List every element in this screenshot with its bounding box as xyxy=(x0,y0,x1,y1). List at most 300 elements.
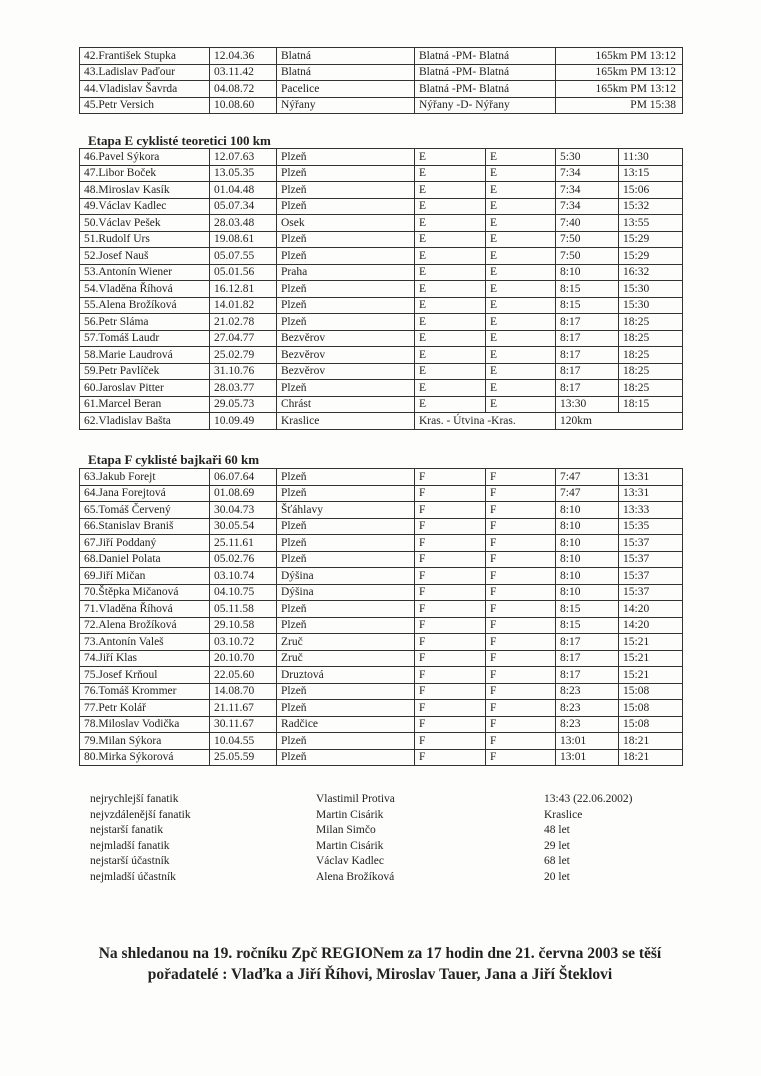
table-row xyxy=(80,314,683,331)
table-cell: 03.11.42 xyxy=(210,64,277,81)
table-cell: 04.10.75 xyxy=(210,584,277,601)
table-cell: E xyxy=(486,231,556,248)
stat-name: Vlastimil Protiva xyxy=(316,793,395,805)
table-cell: 8:23 xyxy=(556,683,619,700)
table-cell: Blatná xyxy=(277,64,415,81)
table-row xyxy=(80,97,683,114)
table-cell: 8:17 xyxy=(556,314,619,331)
table-cell: Plzeň xyxy=(277,733,415,750)
table-cell: F xyxy=(486,650,556,667)
table-cell: 52.Josef Nauš xyxy=(80,248,210,265)
table-cell: Plzeň xyxy=(277,149,415,166)
table-cell: 45.Petr Versich xyxy=(80,97,210,114)
table-cell: 7:40 xyxy=(556,215,619,232)
top-results-table xyxy=(79,47,683,114)
table-cell: 165km PM 13:12 xyxy=(556,64,683,81)
table-cell: Bezvěrov xyxy=(277,347,415,364)
table-cell: E xyxy=(415,165,486,182)
table-cell: 15:29 xyxy=(619,248,683,265)
table-cell: 10.09.49 xyxy=(210,413,277,430)
table-cell: 13:33 xyxy=(619,502,683,519)
stats-values xyxy=(544,792,632,886)
table-cell: 8:17 xyxy=(556,363,619,380)
table-cell: PM 15:38 xyxy=(556,97,683,114)
table-cell: E xyxy=(486,149,556,166)
table-cell: Osek xyxy=(277,215,415,232)
table-cell: Dýšina xyxy=(277,584,415,601)
table-cell: F xyxy=(415,634,486,651)
table-cell: Šťáhlavy xyxy=(277,502,415,519)
table-row xyxy=(80,413,683,430)
table-row xyxy=(80,584,683,601)
table-cell: F xyxy=(415,650,486,667)
table-cell: F xyxy=(486,601,556,618)
table-cell: 7:47 xyxy=(556,469,619,486)
table-cell: 8:10 xyxy=(556,568,619,585)
table-cell: E xyxy=(486,215,556,232)
table-cell: 8:10 xyxy=(556,535,619,552)
footer-line-2: pořadatelé : Vlaďka a Jiří Říhovi, Miroslav Tauer, Jana a Jiří Šteklovi xyxy=(147,966,613,983)
stat-value: 48 let xyxy=(544,824,570,837)
table-cell: Nýřany -D- Nýřany xyxy=(415,97,556,114)
table-cell: Plzeň xyxy=(277,231,415,248)
table-cell: E xyxy=(486,314,556,331)
table-row xyxy=(80,48,683,65)
table-cell: 29.10.58 xyxy=(210,617,277,634)
table-cell: Plzeň xyxy=(277,198,415,215)
table-cell: 63.Jakub Forejt xyxy=(80,469,210,486)
table-cell: 13:01 xyxy=(556,733,619,750)
table-cell: 7:47 xyxy=(556,485,619,502)
table-row xyxy=(80,617,683,634)
table-cell: 14.08.70 xyxy=(210,683,277,700)
table-cell: 8:17 xyxy=(556,650,619,667)
table-cell: 25.11.61 xyxy=(210,535,277,552)
table-cell: F xyxy=(486,749,556,766)
table-cell: Nýřany xyxy=(277,97,415,114)
table-cell: 10.04.55 xyxy=(210,733,277,750)
footer-message xyxy=(60,943,700,985)
table-cell: 18:25 xyxy=(619,330,683,347)
table-cell: Kraslice xyxy=(277,413,415,430)
table-cell: 18:25 xyxy=(619,363,683,380)
table-cell: Chrást xyxy=(277,396,415,413)
table-cell: 06.07.64 xyxy=(210,469,277,486)
table-cell: 72.Alena Brožíková xyxy=(80,617,210,634)
table-row xyxy=(80,700,683,717)
table-cell: 43.Ladislav Paďour xyxy=(80,64,210,81)
table-cell: 8:15 xyxy=(556,617,619,634)
table-cell: 75.Josef Krňoul xyxy=(80,667,210,684)
etapa-e-table xyxy=(79,148,683,430)
table-cell: F xyxy=(415,700,486,717)
table-cell: 18:21 xyxy=(619,749,683,766)
table-cell: Zruč xyxy=(277,650,415,667)
table-row xyxy=(80,198,683,215)
table-row xyxy=(80,281,683,298)
table-cell: 15:37 xyxy=(619,568,683,585)
table-cell: 8:15 xyxy=(556,297,619,314)
table-cell: 01.08.69 xyxy=(210,485,277,502)
table-cell: 13.05.35 xyxy=(210,165,277,182)
stat-label: nejrychlejší fanatik xyxy=(90,793,179,805)
table-cell: 13:15 xyxy=(619,165,683,182)
table-cell: E xyxy=(486,281,556,298)
table-cell: 18:15 xyxy=(619,396,683,413)
table-cell: F xyxy=(415,485,486,502)
table-cell: E xyxy=(415,314,486,331)
table-cell: F xyxy=(486,518,556,535)
table-cell: 50.Václav Pešek xyxy=(80,215,210,232)
table-row xyxy=(80,149,683,166)
stats-names xyxy=(316,792,395,886)
table-cell: 7:34 xyxy=(556,182,619,199)
stat-label: nejstarší fanatik xyxy=(90,824,164,837)
table-cell: 20.10.70 xyxy=(210,650,277,667)
table-row xyxy=(80,330,683,347)
table-cell: 14.01.82 xyxy=(210,297,277,314)
table-cell: 51.Rudolf Urs xyxy=(80,231,210,248)
table-cell: F xyxy=(415,601,486,618)
table-cell: F xyxy=(415,749,486,766)
table-cell: Pacelice xyxy=(277,81,415,98)
table-cell: Plzeň xyxy=(277,182,415,199)
table-cell: 120km xyxy=(556,413,683,430)
table-cell: Plzeň xyxy=(277,749,415,766)
table-cell: Plzeň xyxy=(277,165,415,182)
table-cell: E xyxy=(415,330,486,347)
table-cell: Radčice xyxy=(277,716,415,733)
stat-name: Alena Brožíková xyxy=(316,870,395,883)
table-cell: F xyxy=(486,667,556,684)
table-cell: 46.Pavel Sýkora xyxy=(80,149,210,166)
table-cell: 05.07.55 xyxy=(210,248,277,265)
table-cell: E xyxy=(415,248,486,265)
table-cell: 53.Antonín Wiener xyxy=(80,264,210,281)
table-row xyxy=(80,667,683,684)
stat-value: Kraslice xyxy=(544,808,583,821)
table-cell: 03.10.74 xyxy=(210,568,277,585)
table-cell: Plzeň xyxy=(277,617,415,634)
etapa-e-title: Etapa E cyklisté teoretici 100 km xyxy=(88,133,271,148)
table-cell: 15:08 xyxy=(619,683,683,700)
table-cell: 15:30 xyxy=(619,281,683,298)
table-cell: E xyxy=(486,248,556,265)
table-cell: 62.Vladislav Bašta xyxy=(80,413,210,430)
table-cell: Plzeň xyxy=(277,551,415,568)
table-cell: 8:17 xyxy=(556,634,619,651)
table-cell: 8:17 xyxy=(556,330,619,347)
table-cell: Kras. - Útvina -Kras. xyxy=(415,413,556,430)
table-cell: 31.10.76 xyxy=(210,363,277,380)
table-row xyxy=(80,683,683,700)
table-cell: F xyxy=(486,584,556,601)
table-cell: Praha xyxy=(277,264,415,281)
table-cell: 42.František Stupka xyxy=(80,48,210,65)
table-cell: 8:15 xyxy=(556,281,619,298)
etapa-f-body xyxy=(80,469,683,766)
table-cell: 54.Vladěna Říhová xyxy=(80,281,210,298)
table-cell: 8:10 xyxy=(556,502,619,519)
table-cell: 05.07.34 xyxy=(210,198,277,215)
table-cell: 7:50 xyxy=(556,231,619,248)
table-cell: 14:20 xyxy=(619,617,683,634)
table-cell: F xyxy=(486,485,556,502)
table-cell: 165km PM 13:12 xyxy=(556,48,683,65)
table-cell: 5:30 xyxy=(556,149,619,166)
table-cell: Zruč xyxy=(277,634,415,651)
table-cell: E xyxy=(486,297,556,314)
table-row xyxy=(80,264,683,281)
table-cell: F xyxy=(415,568,486,585)
table-cell: E xyxy=(486,198,556,215)
stat-label: nejmladší účastník xyxy=(90,870,176,883)
table-cell: 15:06 xyxy=(619,182,683,199)
table-cell: F xyxy=(486,634,556,651)
table-cell: E xyxy=(415,380,486,397)
table-cell: F xyxy=(486,502,556,519)
stat-label: nejvzdálenější fanatik xyxy=(90,808,191,821)
table-cell: F xyxy=(486,551,556,568)
table-cell: E xyxy=(415,149,486,166)
stat-name: Martin Cisárik xyxy=(316,839,384,852)
table-cell: F xyxy=(415,535,486,552)
table-cell: E xyxy=(486,396,556,413)
stat-label: nejstarší účastník xyxy=(90,855,170,868)
table-cell: 58.Marie Laudrová xyxy=(80,347,210,364)
table-cell: Blatná xyxy=(277,48,415,65)
table-cell: E xyxy=(415,347,486,364)
stat-value: 20 let xyxy=(544,870,570,883)
table-cell: 55.Alena Brožíková xyxy=(80,297,210,314)
table-cell: Dýšina xyxy=(277,568,415,585)
table-cell: 61.Marcel Beran xyxy=(80,396,210,413)
table-cell: 44.Vladislav Šavrda xyxy=(80,81,210,98)
table-cell: F xyxy=(415,667,486,684)
table-cell: 70.Štěpka Mičanová xyxy=(80,584,210,601)
table-cell: E xyxy=(486,264,556,281)
table-cell: E xyxy=(486,380,556,397)
stat-value: 68 let xyxy=(544,855,570,868)
table-row xyxy=(80,485,683,502)
table-cell: F xyxy=(415,551,486,568)
footer-line-1: Na shledanou na 19. ročníku Zpč REGIONem za 17 hodin dne 21. června 2003 se těší xyxy=(98,945,662,962)
table-cell: Plzeň xyxy=(277,469,415,486)
table-cell: 05.02.76 xyxy=(210,551,277,568)
table-cell: F xyxy=(415,683,486,700)
table-cell: E xyxy=(415,182,486,199)
table-cell: Plzeň xyxy=(277,380,415,397)
top-results-body xyxy=(80,48,683,114)
table-cell: 05.11.58 xyxy=(210,601,277,618)
table-cell: 18:25 xyxy=(619,380,683,397)
table-cell: 8:23 xyxy=(556,700,619,717)
table-cell: E xyxy=(486,330,556,347)
table-row xyxy=(80,347,683,364)
table-row xyxy=(80,363,683,380)
table-cell: 8:10 xyxy=(556,551,619,568)
table-cell: 165km PM 13:12 xyxy=(556,81,683,98)
table-cell: 56.Petr Sláma xyxy=(80,314,210,331)
table-cell: F xyxy=(486,535,556,552)
table-cell: 69.Jiří Mičan xyxy=(80,568,210,585)
table-row xyxy=(80,733,683,750)
table-cell: 13:31 xyxy=(619,469,683,486)
table-cell: F xyxy=(486,683,556,700)
table-cell: E xyxy=(415,264,486,281)
table-cell: 8:17 xyxy=(556,347,619,364)
table-row xyxy=(80,650,683,667)
table-cell: 77.Petr Kolář xyxy=(80,700,210,717)
table-cell: 22.05.60 xyxy=(210,667,277,684)
table-row xyxy=(80,380,683,397)
table-cell: 18:25 xyxy=(619,314,683,331)
table-cell: 7:50 xyxy=(556,248,619,265)
table-row xyxy=(80,716,683,733)
table-cell: 10.08.60 xyxy=(210,97,277,114)
table-cell: 13:30 xyxy=(556,396,619,413)
table-cell: 7:34 xyxy=(556,198,619,215)
stat-value: 13:43 (22.06.2002) xyxy=(544,793,633,805)
table-cell: E xyxy=(415,198,486,215)
table-cell: 15:37 xyxy=(619,535,683,552)
table-cell: 57.Tomáš Laudr xyxy=(80,330,210,347)
table-cell: 8:23 xyxy=(556,716,619,733)
table-cell: Plzeň xyxy=(277,683,415,700)
table-cell: 19.08.61 xyxy=(210,231,277,248)
table-cell: E xyxy=(415,396,486,413)
table-cell: 11:30 xyxy=(619,149,683,166)
table-cell: F xyxy=(486,568,556,585)
table-cell: 15:32 xyxy=(619,198,683,215)
etapa-f-table xyxy=(79,468,683,766)
table-cell: 8:17 xyxy=(556,667,619,684)
table-cell: 8:10 xyxy=(556,584,619,601)
table-cell: F xyxy=(486,733,556,750)
stat-name: Martin Cisárik xyxy=(316,808,384,821)
table-cell: 80.Mirka Sýkorová xyxy=(80,749,210,766)
table-cell: 18:21 xyxy=(619,733,683,750)
table-cell: 25.02.79 xyxy=(210,347,277,364)
table-cell: Bezvěrov xyxy=(277,363,415,380)
table-row xyxy=(80,502,683,519)
table-cell: 60.Jaroslav Pitter xyxy=(80,380,210,397)
table-cell: Plzeň xyxy=(277,518,415,535)
table-cell: Plzeň xyxy=(277,281,415,298)
table-cell: 15:35 xyxy=(619,518,683,535)
table-cell: Blatná -PM- Blatná xyxy=(415,81,556,98)
table-cell: F xyxy=(415,469,486,486)
table-cell: 15:30 xyxy=(619,297,683,314)
table-row xyxy=(80,396,683,413)
table-cell: Druztová xyxy=(277,667,415,684)
table-cell: 47.Libor Boček xyxy=(80,165,210,182)
table-cell: F xyxy=(486,617,556,634)
table-cell: 48.Miroslav Kasík xyxy=(80,182,210,199)
table-cell: 30.11.67 xyxy=(210,716,277,733)
table-cell: 71.Vladěna Říhová xyxy=(80,601,210,618)
stat-label: nejmladší fanatik xyxy=(90,839,170,852)
table-row xyxy=(80,215,683,232)
table-cell: 15:08 xyxy=(619,716,683,733)
table-cell: 8:17 xyxy=(556,380,619,397)
table-cell: F xyxy=(415,617,486,634)
table-row xyxy=(80,248,683,265)
table-cell: Plzeň xyxy=(277,700,415,717)
table-cell: 25.05.59 xyxy=(210,749,277,766)
table-cell: 14:20 xyxy=(619,601,683,618)
table-cell: Plzeň xyxy=(277,535,415,552)
table-cell: E xyxy=(415,231,486,248)
table-cell: 05.01.56 xyxy=(210,264,277,281)
table-cell: E xyxy=(415,363,486,380)
table-cell: 65.Tomáš Červený xyxy=(80,502,210,519)
table-cell: 15:37 xyxy=(619,584,683,601)
table-cell: 28.03.48 xyxy=(210,215,277,232)
table-cell: 15:21 xyxy=(619,650,683,667)
etapa-f-title: Etapa F cyklisté bajkaři 60 km xyxy=(88,452,260,467)
table-row xyxy=(80,634,683,651)
table-cell: 21.02.78 xyxy=(210,314,277,331)
table-cell: 16.12.81 xyxy=(210,281,277,298)
table-cell: 67.Jiří Poddaný xyxy=(80,535,210,552)
table-row xyxy=(80,601,683,618)
table-cell: F xyxy=(415,518,486,535)
table-row xyxy=(80,182,683,199)
table-row xyxy=(80,749,683,766)
table-row xyxy=(80,551,683,568)
table-cell: F xyxy=(415,502,486,519)
table-row xyxy=(80,81,683,98)
table-cell: 79.Milan Sýkora xyxy=(80,733,210,750)
etapa-e-body xyxy=(80,149,683,430)
table-cell: Blatná -PM- Blatná xyxy=(415,48,556,65)
table-cell: 12.07.63 xyxy=(210,149,277,166)
table-cell: F xyxy=(415,716,486,733)
table-cell: Bezvěrov xyxy=(277,330,415,347)
table-cell: E xyxy=(486,165,556,182)
table-row xyxy=(80,297,683,314)
table-cell: 15:21 xyxy=(619,667,683,684)
stat-name: Milan Simčo xyxy=(316,824,376,837)
stat-name: Václav Kadlec xyxy=(316,855,385,868)
table-cell: Plzeň xyxy=(277,248,415,265)
table-cell: 30.04.73 xyxy=(210,502,277,519)
table-cell: 15:08 xyxy=(619,700,683,717)
table-cell: 27.04.77 xyxy=(210,330,277,347)
table-cell: E xyxy=(415,215,486,232)
table-cell: 15:21 xyxy=(619,634,683,651)
table-cell: 76.Tomáš Krommer xyxy=(80,683,210,700)
table-cell: 49.Václav Kadlec xyxy=(80,198,210,215)
table-cell: 66.Stanislav Braniš xyxy=(80,518,210,535)
table-row xyxy=(80,535,683,552)
table-cell: 13:31 xyxy=(619,485,683,502)
table-cell: 7:34 xyxy=(556,165,619,182)
table-cell: 15:37 xyxy=(619,551,683,568)
table-cell: 16:32 xyxy=(619,264,683,281)
table-cell: 28.03.77 xyxy=(210,380,277,397)
table-cell: 18:25 xyxy=(619,347,683,364)
table-cell: Plzeň xyxy=(277,314,415,331)
table-cell: 8:10 xyxy=(556,264,619,281)
table-row xyxy=(80,518,683,535)
table-cell: F xyxy=(486,700,556,717)
table-cell: 15:29 xyxy=(619,231,683,248)
table-cell: F xyxy=(415,584,486,601)
table-cell: 78.Miloslav Vodička xyxy=(80,716,210,733)
table-cell: E xyxy=(415,297,486,314)
